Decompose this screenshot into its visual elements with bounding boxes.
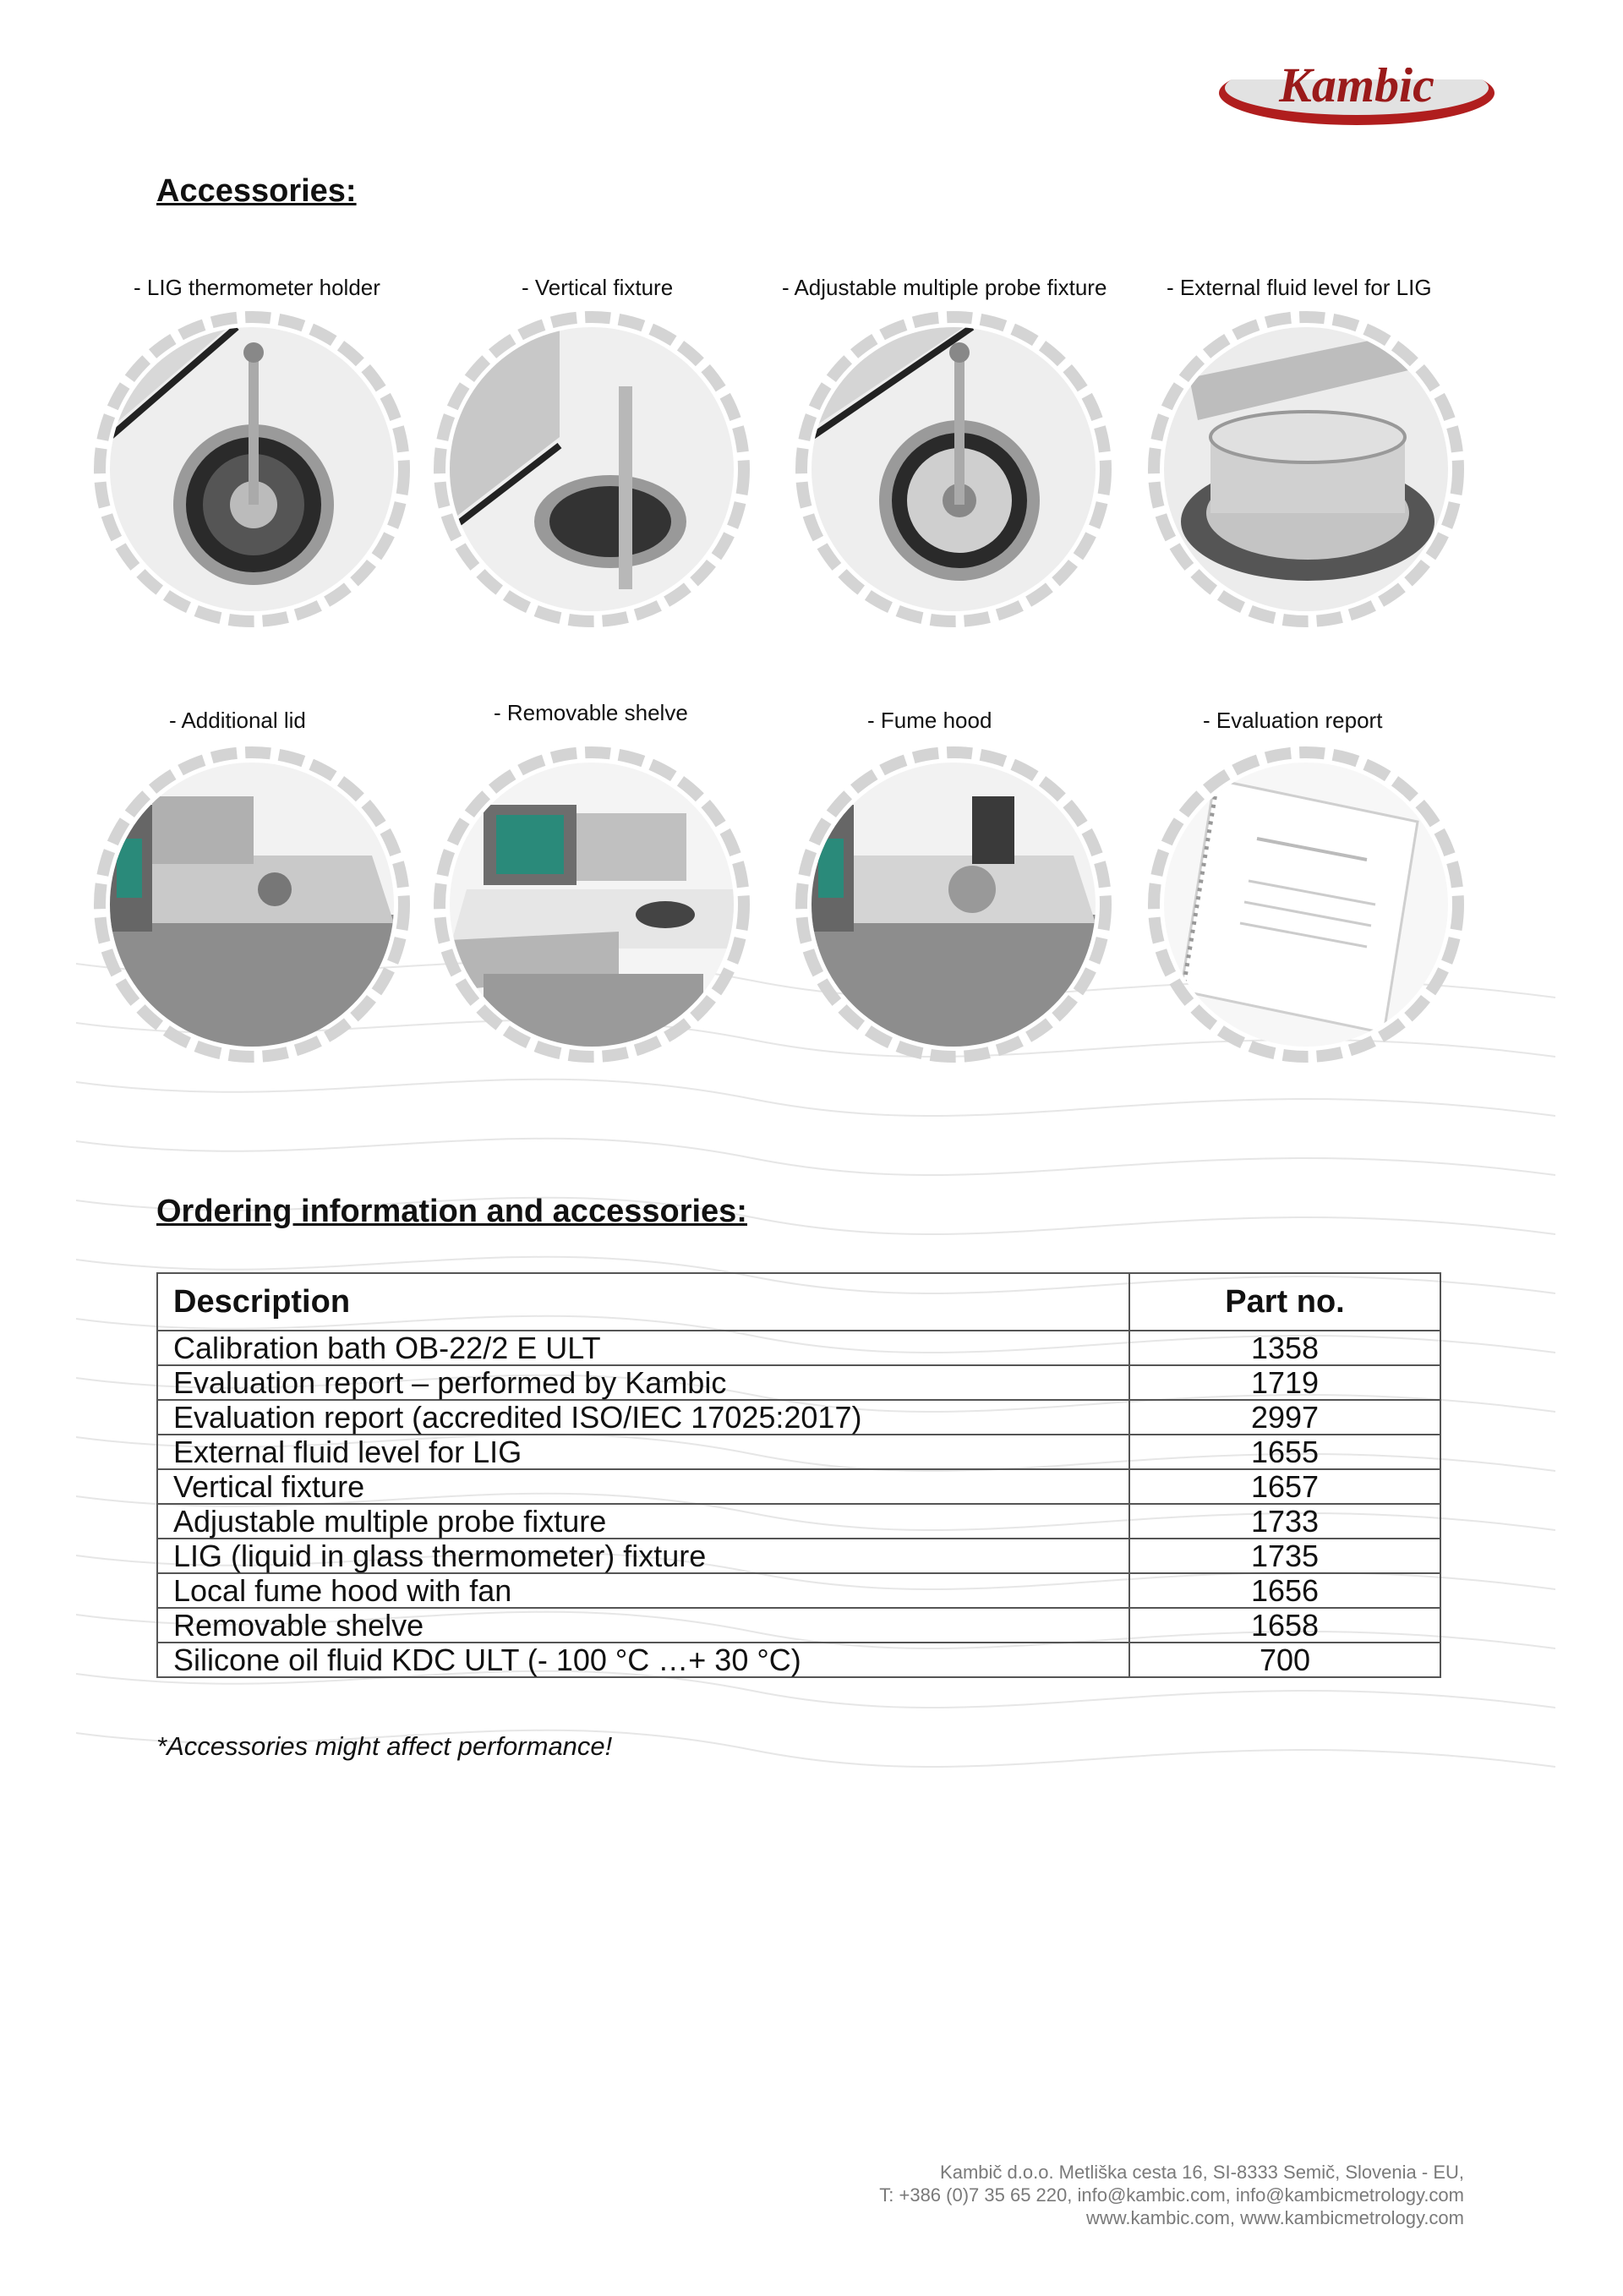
accessory-label-vertical-fixture: - Vertical fixture (522, 275, 674, 300)
accessory-label-additional-lid: - Additional lid (169, 708, 306, 733)
performance-note: *Accessories might affect performance! (156, 1731, 613, 1761)
row-description: LIG (liquid in glass thermometer) fixture (157, 1539, 1129, 1573)
row-description: Vertical fixture (157, 1469, 1129, 1504)
row-description: Silicone oil fluid KDC ULT (- 100 °C …+ 30 °C) (157, 1643, 1129, 1677)
row-description: Evaluation report (accredited ISO/IEC 17025:2017) (157, 1400, 1129, 1435)
table-row (157, 1573, 1440, 1608)
vertical-fixture-photo (431, 309, 752, 630)
table-row (157, 1365, 1440, 1400)
table-row (157, 1539, 1440, 1573)
fluid-level-photo (1145, 309, 1467, 630)
column-header-part-no: Part no. (1129, 1273, 1440, 1331)
row-part-no: 1733 (1129, 1504, 1440, 1539)
row-part-no: 2997 (1129, 1400, 1440, 1435)
accessory-label-lig-holder: - LIG thermometer holder (134, 275, 380, 300)
row-description: Adjustable multiple probe fixture (157, 1504, 1129, 1539)
ordering-table (156, 1272, 1441, 1678)
evaluation-report-photo (1145, 744, 1467, 1065)
table-row (157, 1435, 1440, 1469)
removable-shelve-photo (431, 744, 752, 1065)
row-description: Calibration bath OB-22/2 E ULT (157, 1331, 1129, 1365)
additional-lid-photo (91, 744, 413, 1065)
accessory-label-fume-hood: - Fume hood (867, 708, 992, 733)
accessory-label-removable-shelve: - Removable shelve (494, 700, 688, 725)
lig-holder-photo (91, 309, 413, 630)
table-row (157, 1504, 1440, 1539)
row-description: Local fume hood with fan (157, 1573, 1129, 1608)
table-header-row (157, 1273, 1440, 1331)
row-part-no: 700 (1129, 1643, 1440, 1677)
multi-probe-photo (793, 309, 1114, 630)
footer-address: Kambič d.o.o. Metliška cesta 16, SI-8333 Semič, Slovenia - EU, (940, 2162, 1464, 2183)
footer-phone-email: T: +386 (0)7 35 65 220, info@kambic.com, info@kambicmetrology.com (879, 2184, 1464, 2206)
fume-hood-photo (793, 744, 1114, 1065)
accessory-label-fluid-level: - External fluid level for LIG (1167, 275, 1432, 300)
row-part-no: 1658 (1129, 1608, 1440, 1643)
table-row (157, 1608, 1440, 1643)
row-description: Removable shelve (157, 1608, 1129, 1643)
row-part-no: 1358 (1129, 1331, 1440, 1365)
row-description: External fluid level for LIG (157, 1435, 1129, 1469)
table-row (157, 1400, 1440, 1435)
kambic-logo (1216, 68, 1498, 128)
footer-websites: www.kambic.com, www.kambicmetrology.com (1085, 2207, 1464, 2228)
table-row (157, 1643, 1440, 1677)
logo-text: Kambic (1279, 68, 1434, 112)
footer-contact (879, 2161, 1464, 2229)
column-header-description: Description (157, 1273, 1129, 1331)
row-part-no: 1735 (1129, 1539, 1440, 1573)
row-description: Evaluation report – performed by Kambic (157, 1365, 1129, 1400)
row-part-no: 1656 (1129, 1573, 1440, 1608)
accessories-heading: Accessories: (156, 173, 357, 209)
row-part-no: 1657 (1129, 1469, 1440, 1504)
ordering-heading: Ordering information and accessories: (156, 1194, 747, 1229)
row-part-no: 1719 (1129, 1365, 1440, 1400)
row-part-no: 1655 (1129, 1435, 1440, 1469)
accessory-label-evaluation-report: - Evaluation report (1203, 708, 1383, 733)
table-row (157, 1331, 1440, 1365)
table-row (157, 1469, 1440, 1504)
accessory-label-multi-probe: - Adjustable multiple probe fixture (782, 275, 1107, 300)
